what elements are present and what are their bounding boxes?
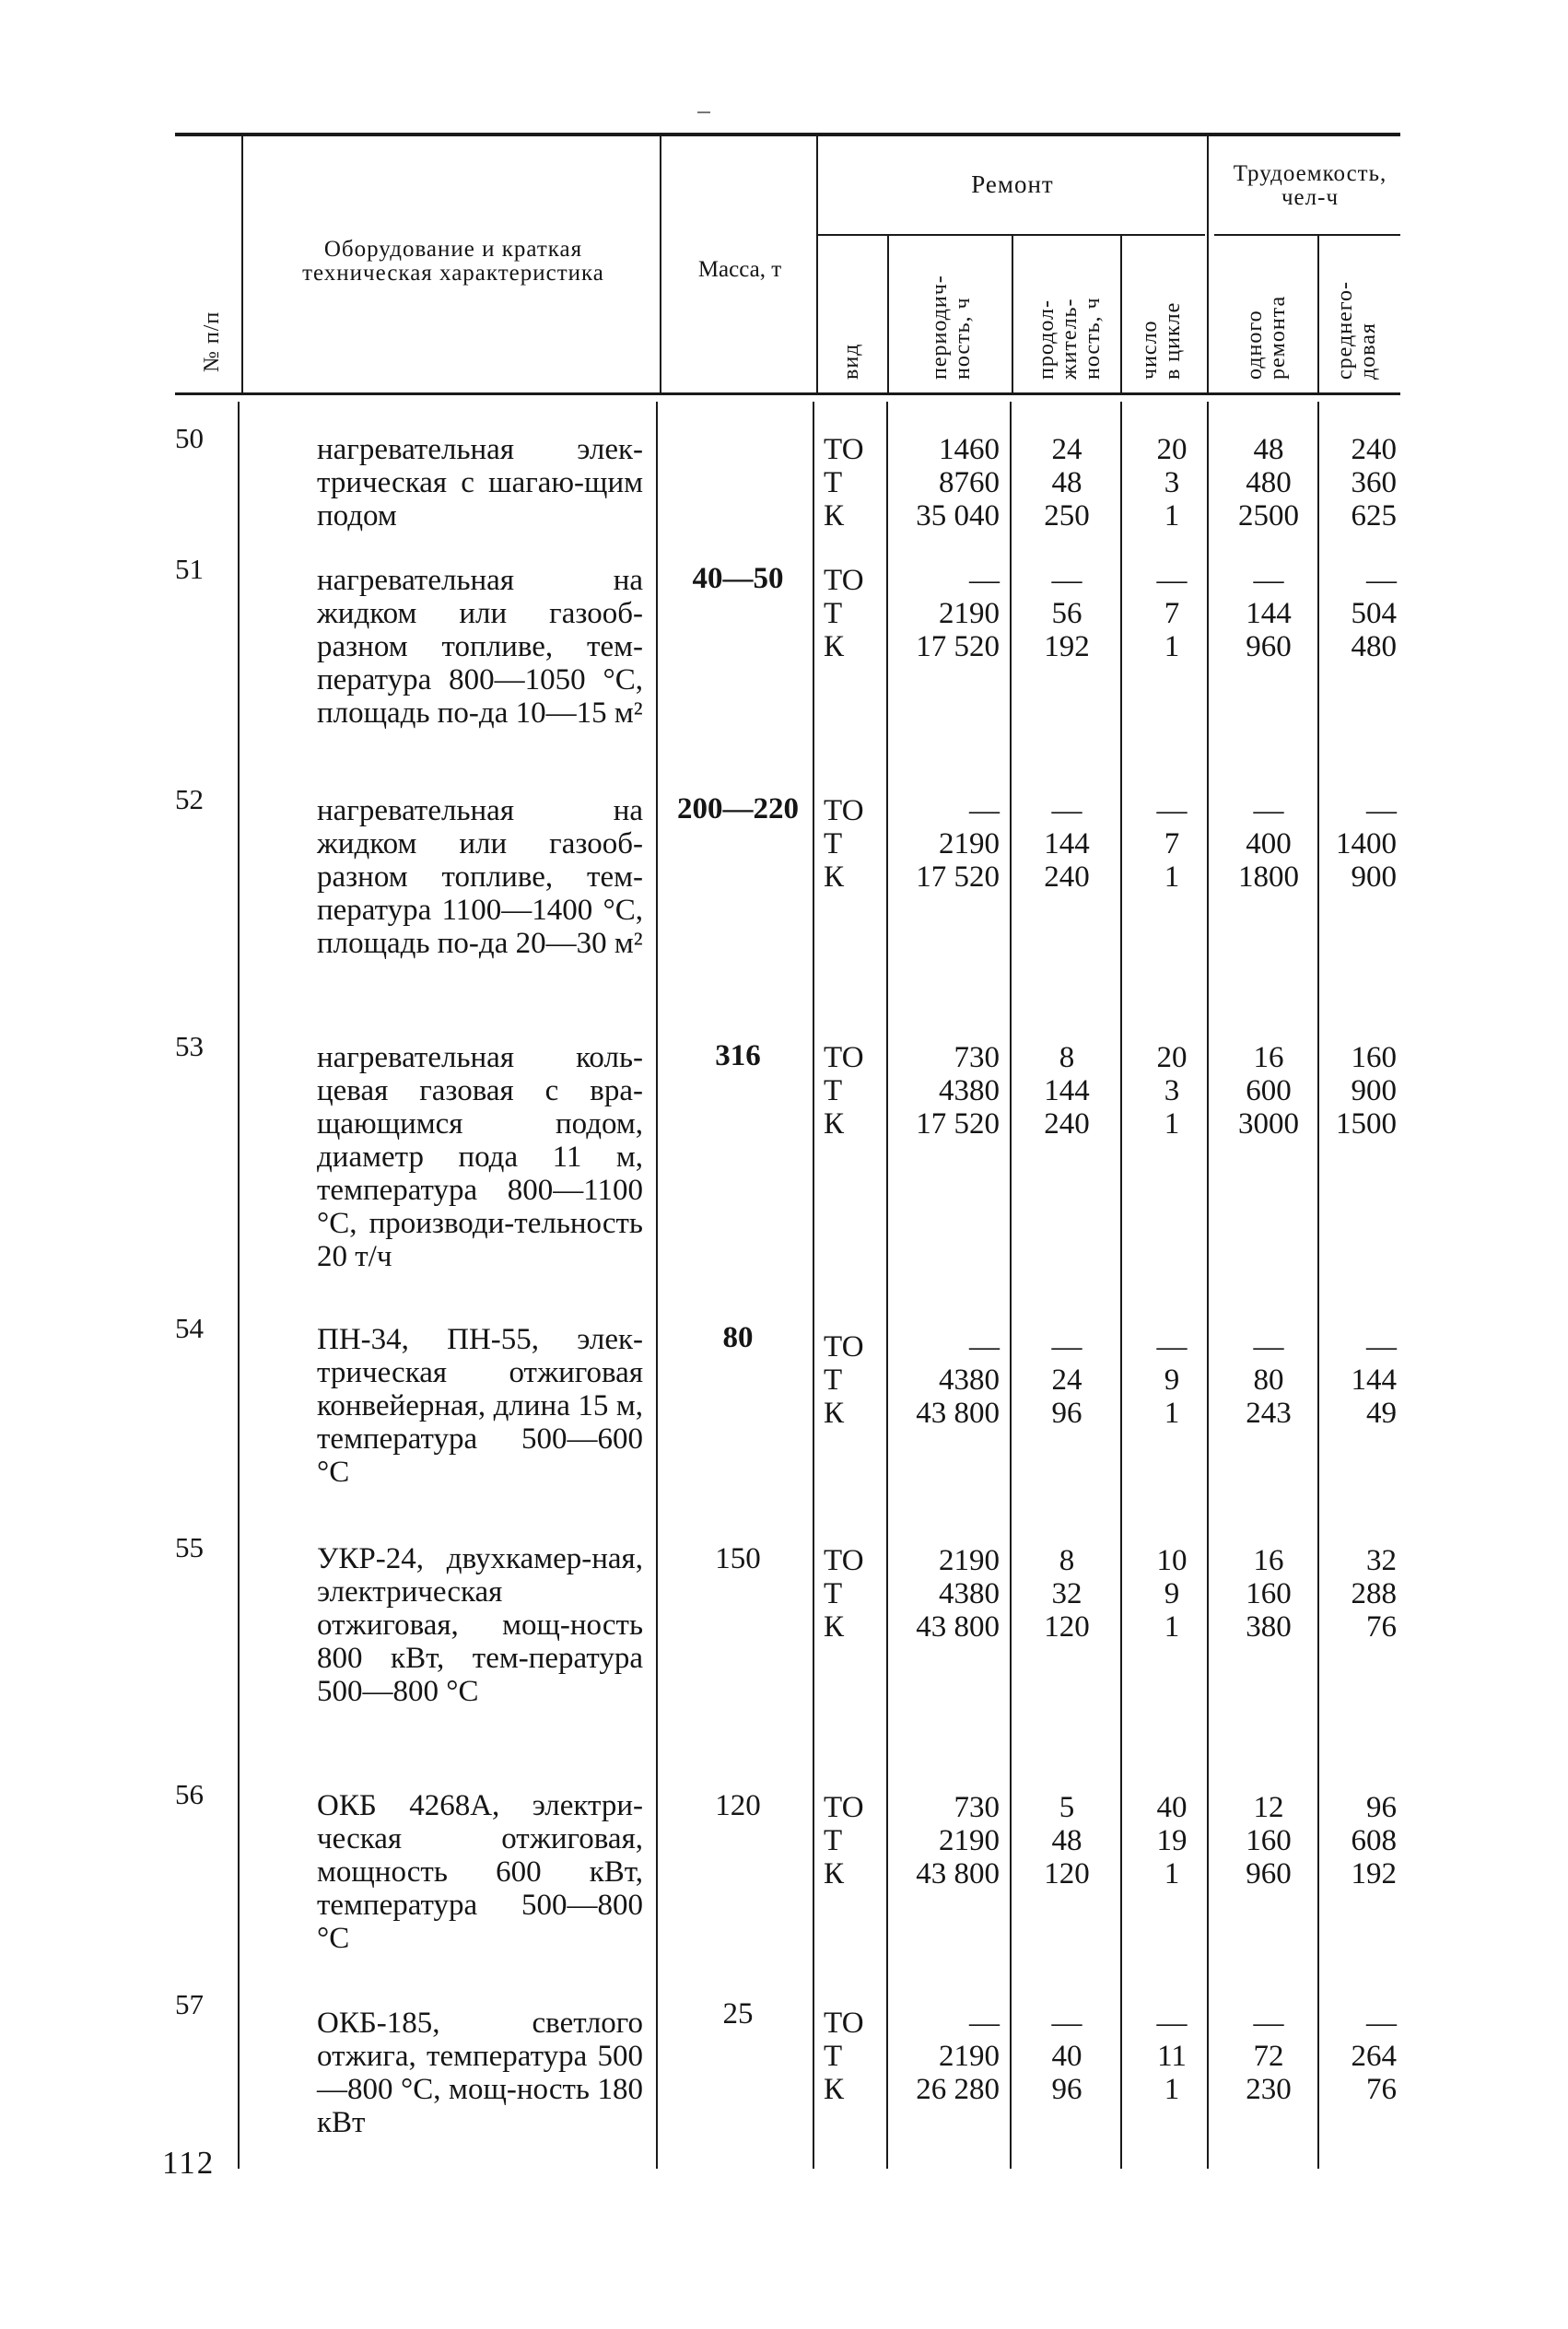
row-count: — 7 1 (1156, 794, 1188, 894)
row-periodicity: 730 4380 17 520 (916, 1041, 1000, 1141)
row-periodicity: — 2190 17 520 (916, 564, 1000, 663)
col-divider-equipment (660, 136, 661, 392)
row-labor-one: — 72 230 (1246, 2007, 1292, 2106)
body-divider-equipment (656, 402, 658, 2169)
row-periodicity: 730 2190 43 800 (916, 1791, 1000, 1890)
col-divider-repair-labor (1207, 136, 1209, 392)
body-divider-mass (813, 402, 814, 2169)
row-labor-avg: 96 608 192 (1351, 1791, 1397, 1890)
header-bottom-rule (175, 392, 1400, 395)
row-repair-kind: ТО Т К (824, 1330, 864, 1430)
row-mass: 40—50 (692, 562, 784, 595)
row-labor-avg: 240 360 625 (1351, 433, 1397, 533)
labor-group-rule (1214, 234, 1400, 236)
row-periodicity: 1460 8760 35 040 (916, 433, 1000, 533)
col-divider-kind (887, 236, 889, 392)
row-labor-avg: — 144 49 (1351, 1330, 1397, 1430)
header-kind: вид (839, 343, 863, 380)
col-divider-one-repair (1317, 236, 1319, 392)
body-divider-no (238, 402, 240, 2169)
row-periodicity: — 2190 17 520 (916, 794, 1000, 894)
row-mass: 120 (715, 1789, 761, 1822)
col-divider-periodicity (1012, 236, 1013, 392)
row-description: ОКБ-185, светлого отжига, температура 500—800 °C, мощ-ность 180 кВт (317, 2007, 643, 2139)
row-count: — 7 1 (1156, 564, 1188, 663)
row-labor-avg: — 504 480 (1351, 564, 1397, 663)
row-count: 20 3 1 (1156, 433, 1188, 533)
row-repair-kind: ТО Т К (824, 1544, 864, 1644)
row-labor-avg: — 264 76 (1351, 2007, 1397, 2106)
row-duration: — 144 240 (1044, 794, 1090, 894)
row-labor-one: 16 600 3000 (1238, 1041, 1299, 1141)
col-divider-duration (1120, 236, 1122, 392)
body-divider-kind (886, 402, 888, 2169)
row-description: нагревательная на жидком или газооб-разном топливе, тем-пература 1100—1400 °C, площадь по-да 20—30 м² (317, 794, 643, 960)
row-labor-avg: 160 900 1500 (1336, 1041, 1397, 1141)
row-repair-kind: ТО Т К (824, 564, 864, 663)
row-number: 57 (175, 1988, 204, 2020)
row-duration: — 40 96 (1051, 2007, 1082, 2106)
row-number: 55 (175, 1531, 204, 1563)
row-mass: 316 (715, 1039, 761, 1072)
row-labor-one: 16 160 380 (1246, 1544, 1292, 1644)
row-description: нагревательная коль-цевая газовая с вра-щающимся подом, диаметр пода 11 м, температура 800—1100 °C, производи-тельность 20 т/ч (317, 1041, 643, 1273)
table-top-rule (175, 133, 1400, 136)
header-avg-yearly: среднего- довая (1333, 281, 1381, 380)
row-labor-avg: — 1400 900 (1336, 794, 1397, 894)
row-labor-one: — 400 1800 (1238, 794, 1299, 894)
row-description: УКР-24, двухкамер-ная, электрическая отжиговая, мощ-ность 800 кВт, тем-пература 500—800 °C (317, 1542, 643, 1708)
row-mass: 80 (722, 1321, 754, 1354)
header-count: число в цикле (1138, 301, 1186, 380)
header-duration: продол- житель- ность, ч (1035, 297, 1106, 380)
header-mass: Масса, т (697, 257, 782, 282)
row-repair-kind: ТО Т К (824, 1041, 864, 1141)
col-divider-mass (816, 136, 818, 392)
row-mass: 25 (722, 1997, 754, 2031)
row-repair-kind: ТО Т К (824, 1791, 864, 1890)
row-count: — 9 1 (1156, 1330, 1188, 1430)
row-count: 40 19 1 (1156, 1791, 1188, 1890)
row-repair-kind: ТО Т К (824, 433, 864, 533)
row-count: — 11 1 (1156, 2007, 1188, 2106)
row-number: 56 (175, 1778, 204, 1810)
header-repair: Ремонт (971, 170, 1054, 198)
row-duration: 8 144 240 (1044, 1041, 1090, 1141)
row-duration: 5 48 120 (1044, 1791, 1090, 1890)
row-periodicity: — 4380 43 800 (916, 1330, 1000, 1430)
body-divider-one-repair (1317, 402, 1319, 2169)
header-periodicity: периодич- ность, ч (928, 275, 976, 380)
row-mass: 200—220 (677, 792, 799, 825)
header-equipment: Оборудование и краткая техническая характеристика (302, 237, 604, 287)
row-labor-one: 12 160 960 (1246, 1791, 1292, 1890)
row-periodicity: — 2190 26 280 (916, 2007, 1000, 2106)
row-number: 50 (175, 422, 204, 454)
row-number: 52 (175, 783, 204, 815)
body-divider-count (1207, 402, 1209, 2169)
row-labor-one: 48 480 2500 (1238, 433, 1299, 533)
row-periodicity: 2190 4380 43 800 (916, 1544, 1000, 1644)
row-number: 53 (175, 1030, 204, 1062)
row-count: 20 3 1 (1156, 1041, 1188, 1141)
row-labor-one: — 80 243 (1246, 1330, 1292, 1430)
header-one-repair: одного ремонта (1243, 295, 1291, 380)
row-duration: 8 32 120 (1044, 1544, 1090, 1644)
header-no: № п/п (200, 310, 224, 372)
page-number: 112 (162, 2145, 216, 2181)
row-description: ОКБ 4268А, электри-ческая отжиговая, мощность 600 кВт, температура 500—800 °C (317, 1789, 643, 1955)
row-labor-avg: 32 288 76 (1351, 1544, 1397, 1644)
row-labor-one: — 144 960 (1246, 564, 1292, 663)
row-mass: 150 (715, 1542, 761, 1575)
row-repair-kind: ТО Т К (824, 794, 864, 894)
row-description: нагревательная на жидком или газооб-разном топливе, тем-пература 800—1050 °C, площадь по-да 10—15 м² (317, 564, 643, 730)
row-duration: — 24 96 (1051, 1330, 1082, 1430)
col-divider-no (241, 136, 243, 392)
row-duration: — 56 192 (1044, 564, 1090, 663)
row-repair-kind: ТО Т К (824, 2007, 864, 2106)
body-divider-periodicity (1010, 402, 1012, 2169)
row-number: 51 (175, 553, 204, 585)
row-count: 10 9 1 (1156, 1544, 1188, 1644)
row-description: ПН-34, ПН-55, элек-трическая отжиговая конвейерная, длина 15 м, температура 500—600 °C (317, 1323, 643, 1489)
header-labor: Трудоемкость, чел-ч (1233, 161, 1387, 211)
body-divider-duration (1120, 402, 1122, 2169)
row-description: нагревательная элек-трическая с шагаю-щим подом (317, 433, 643, 533)
row-number: 54 (175, 1312, 204, 1344)
row-duration: 24 48 250 (1044, 433, 1090, 533)
scan-mark (697, 111, 710, 113)
